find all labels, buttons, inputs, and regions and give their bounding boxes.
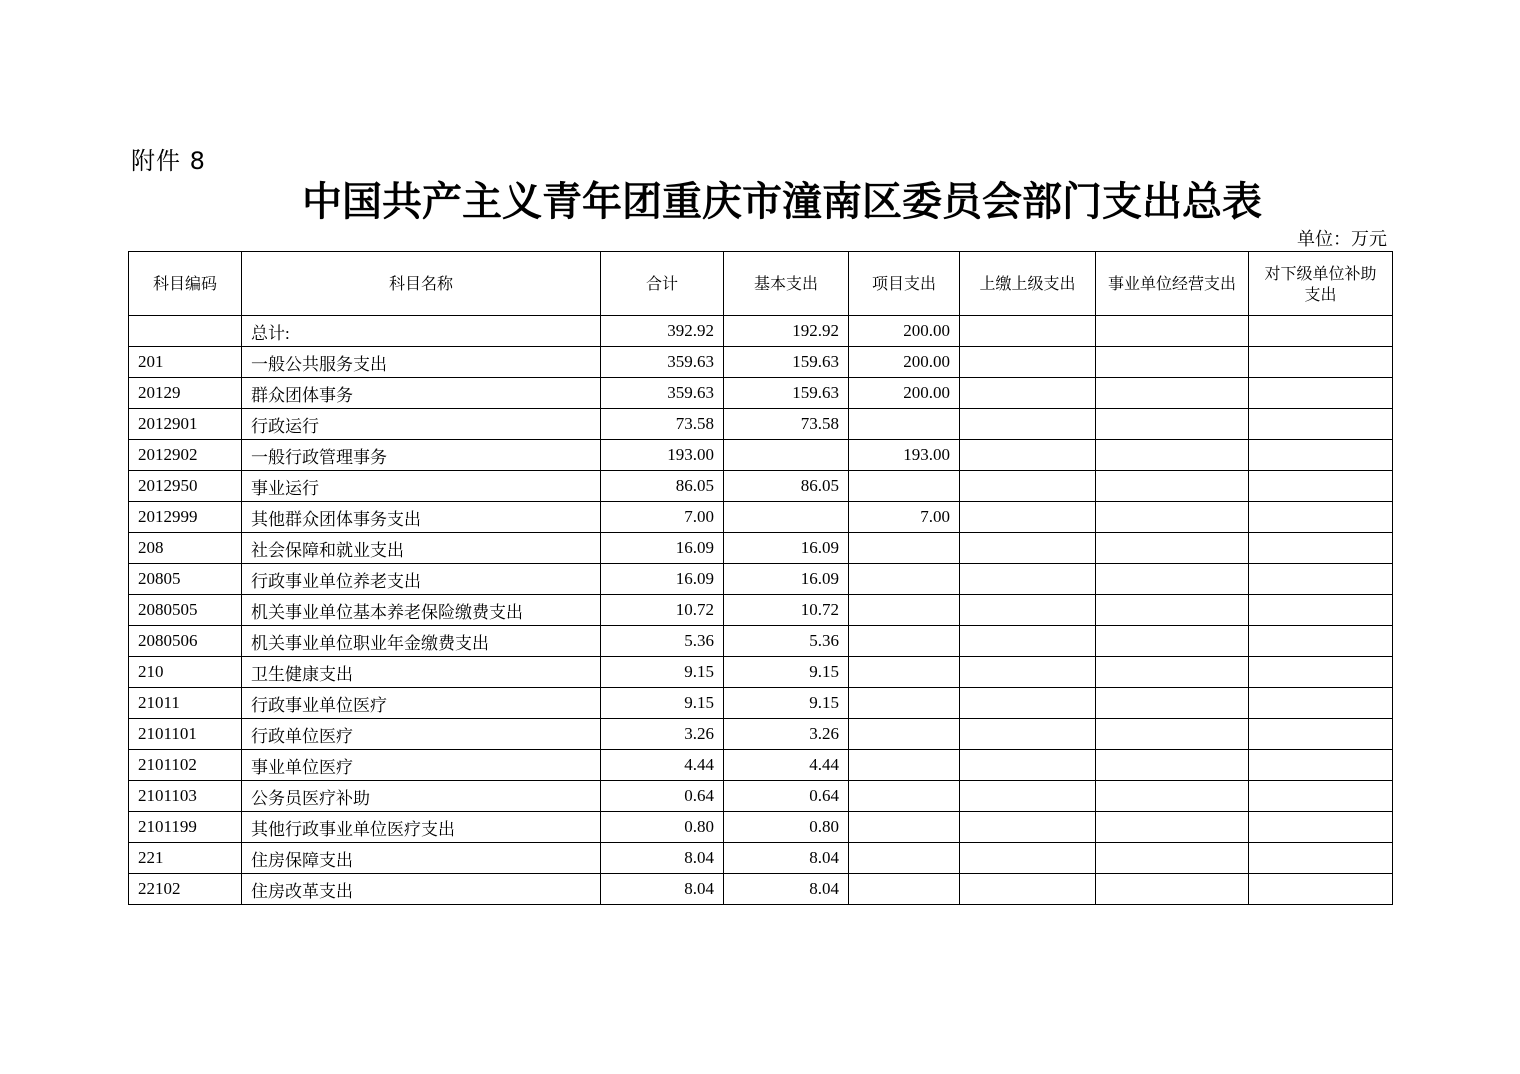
header-total: 合计 xyxy=(601,252,724,316)
cell-name: 其他行政事业单位医疗支出 xyxy=(242,812,601,843)
attachment-label: 附件 8 xyxy=(131,147,206,175)
cell-subsidy xyxy=(1249,564,1393,595)
cell-project xyxy=(849,781,960,812)
cell-project xyxy=(849,750,960,781)
cell-code: 2101102 xyxy=(129,750,242,781)
cell-basic: 86.05 xyxy=(724,471,849,502)
cell-subsidy xyxy=(1249,440,1393,471)
cell-project xyxy=(849,626,960,657)
cell-upper xyxy=(960,657,1096,688)
header-name: 科目名称 xyxy=(242,252,601,316)
header-code: 科目编码 xyxy=(129,252,242,316)
table-row xyxy=(129,595,1393,626)
cell-project xyxy=(849,719,960,750)
cell-subsidy xyxy=(1249,347,1393,378)
cell-code: 208 xyxy=(129,533,242,564)
cell-upper xyxy=(960,440,1096,471)
cell-project: 200.00 xyxy=(849,347,960,378)
cell-code: 2012901 xyxy=(129,409,242,440)
cell-subsidy xyxy=(1249,533,1393,564)
cell-upper xyxy=(960,409,1096,440)
cell-basic: 5.36 xyxy=(724,626,849,657)
cell-code: 2012950 xyxy=(129,471,242,502)
cell-upper xyxy=(960,378,1096,409)
cell-business xyxy=(1096,440,1249,471)
cell-basic xyxy=(724,440,849,471)
cell-basic: 0.64 xyxy=(724,781,849,812)
cell-name: 事业运行 xyxy=(242,471,601,502)
cell-basic: 73.58 xyxy=(724,409,849,440)
cell-upper xyxy=(960,347,1096,378)
table-row xyxy=(129,874,1393,905)
cell-code: 2012902 xyxy=(129,440,242,471)
cell-upper xyxy=(960,750,1096,781)
cell-subsidy xyxy=(1249,843,1393,874)
cell-name: 公务员医疗补助 xyxy=(242,781,601,812)
cell-name: 社会保障和就业支出 xyxy=(242,533,601,564)
cell-upper xyxy=(960,316,1096,347)
cell-basic xyxy=(724,502,849,533)
cell-upper xyxy=(960,595,1096,626)
header-upper: 上缴上级支出 xyxy=(960,252,1096,316)
cell-name: 机关事业单位基本养老保险缴费支出 xyxy=(242,595,601,626)
cell-subsidy xyxy=(1249,595,1393,626)
cell-subsidy xyxy=(1249,378,1393,409)
cell-basic: 9.15 xyxy=(724,688,849,719)
cell-total: 4.44 xyxy=(601,750,724,781)
cell-project xyxy=(849,595,960,626)
table-row xyxy=(129,316,1393,347)
cell-project: 200.00 xyxy=(849,316,960,347)
cell-basic: 4.44 xyxy=(724,750,849,781)
cell-business xyxy=(1096,750,1249,781)
cell-business xyxy=(1096,812,1249,843)
cell-name: 行政运行 xyxy=(242,409,601,440)
cell-subsidy xyxy=(1249,719,1393,750)
document-title: 中国共产主义青年团重庆市潼南区委员会部门支出总表 xyxy=(302,178,1262,225)
cell-code: 20805 xyxy=(129,564,242,595)
cell-subsidy xyxy=(1249,409,1393,440)
table-row xyxy=(129,533,1393,564)
cell-business xyxy=(1096,843,1249,874)
cell-basic: 159.63 xyxy=(724,347,849,378)
cell-basic: 3.26 xyxy=(724,719,849,750)
cell-name: 行政单位医疗 xyxy=(242,719,601,750)
cell-code: 2101101 xyxy=(129,719,242,750)
cell-subsidy xyxy=(1249,874,1393,905)
cell-code: 22102 xyxy=(129,874,242,905)
cell-project xyxy=(849,533,960,564)
cell-code: 201 xyxy=(129,347,242,378)
cell-total: 16.09 xyxy=(601,564,724,595)
cell-upper xyxy=(960,533,1096,564)
header-project: 项目支出 xyxy=(849,252,960,316)
cell-project xyxy=(849,657,960,688)
cell-name: 其他群众团体事务支出 xyxy=(242,502,601,533)
cell-basic: 10.72 xyxy=(724,595,849,626)
cell-upper xyxy=(960,471,1096,502)
table-row xyxy=(129,657,1393,688)
header-basic: 基本支出 xyxy=(724,252,849,316)
cell-upper xyxy=(960,564,1096,595)
cell-business xyxy=(1096,533,1249,564)
cell-business xyxy=(1096,688,1249,719)
cell-total: 73.58 xyxy=(601,409,724,440)
table-row xyxy=(129,626,1393,657)
table-row xyxy=(129,471,1393,502)
cell-upper xyxy=(960,781,1096,812)
cell-business xyxy=(1096,626,1249,657)
cell-basic: 16.09 xyxy=(724,564,849,595)
cell-total: 8.04 xyxy=(601,874,724,905)
cell-upper xyxy=(960,812,1096,843)
cell-upper xyxy=(960,874,1096,905)
cell-business xyxy=(1096,719,1249,750)
cell-business xyxy=(1096,595,1249,626)
table-row xyxy=(129,502,1393,533)
cell-business xyxy=(1096,316,1249,347)
cell-total: 359.63 xyxy=(601,378,724,409)
cell-total: 5.36 xyxy=(601,626,724,657)
cell-name: 事业单位医疗 xyxy=(242,750,601,781)
table-row xyxy=(129,843,1393,874)
cell-subsidy xyxy=(1249,626,1393,657)
cell-business xyxy=(1096,564,1249,595)
cell-name: 住房保障支出 xyxy=(242,843,601,874)
cell-business xyxy=(1096,781,1249,812)
unit-label: 单位：万元 xyxy=(1297,229,1387,250)
cell-project xyxy=(849,874,960,905)
cell-upper xyxy=(960,719,1096,750)
cell-basic: 0.80 xyxy=(724,812,849,843)
cell-code: 2080505 xyxy=(129,595,242,626)
cell-subsidy xyxy=(1249,781,1393,812)
cell-total: 0.64 xyxy=(601,781,724,812)
table-row xyxy=(129,440,1393,471)
cell-business xyxy=(1096,657,1249,688)
cell-business xyxy=(1096,874,1249,905)
cell-code: 2012999 xyxy=(129,502,242,533)
cell-name: 一般行政管理事务 xyxy=(242,440,601,471)
cell-subsidy xyxy=(1249,471,1393,502)
cell-basic: 16.09 xyxy=(724,533,849,564)
cell-total: 9.15 xyxy=(601,657,724,688)
cell-business xyxy=(1096,378,1249,409)
cell-project xyxy=(849,843,960,874)
cell-total: 10.72 xyxy=(601,595,724,626)
cell-name: 行政事业单位养老支出 xyxy=(242,564,601,595)
table-row xyxy=(129,719,1393,750)
cell-name: 群众团体事务 xyxy=(242,378,601,409)
cell-subsidy xyxy=(1249,657,1393,688)
cell-code: 20129 xyxy=(129,378,242,409)
cell-code xyxy=(129,316,242,347)
cell-name: 总计: xyxy=(242,316,601,347)
table-row xyxy=(129,781,1393,812)
table-row xyxy=(129,564,1393,595)
cell-project xyxy=(849,564,960,595)
cell-subsidy xyxy=(1249,688,1393,719)
table-row xyxy=(129,750,1393,781)
table-row xyxy=(129,812,1393,843)
cell-project: 7.00 xyxy=(849,502,960,533)
cell-upper xyxy=(960,688,1096,719)
cell-subsidy xyxy=(1249,316,1393,347)
cell-project xyxy=(849,812,960,843)
cell-name: 一般公共服务支出 xyxy=(242,347,601,378)
cell-code: 2101103 xyxy=(129,781,242,812)
cell-basic: 8.04 xyxy=(724,843,849,874)
cell-name: 行政事业单位医疗 xyxy=(242,688,601,719)
cell-business xyxy=(1096,502,1249,533)
table-row xyxy=(129,688,1393,719)
cell-upper xyxy=(960,502,1096,533)
header-row xyxy=(129,252,1393,316)
cell-project: 200.00 xyxy=(849,378,960,409)
table-row xyxy=(129,409,1393,440)
cell-business xyxy=(1096,347,1249,378)
expense-table xyxy=(128,251,1393,905)
table-row xyxy=(129,347,1393,378)
cell-basic: 9.15 xyxy=(724,657,849,688)
header-business: 事业单位经营支出 xyxy=(1096,252,1249,316)
cell-basic: 159.63 xyxy=(724,378,849,409)
cell-code: 2080506 xyxy=(129,626,242,657)
cell-business xyxy=(1096,409,1249,440)
table-row xyxy=(129,378,1393,409)
table-body xyxy=(129,316,1393,905)
cell-code: 221 xyxy=(129,843,242,874)
cell-total: 8.04 xyxy=(601,843,724,874)
cell-code: 2101199 xyxy=(129,812,242,843)
cell-total: 193.00 xyxy=(601,440,724,471)
cell-subsidy xyxy=(1249,502,1393,533)
cell-name: 机关事业单位职业年金缴费支出 xyxy=(242,626,601,657)
cell-project xyxy=(849,409,960,440)
cell-project xyxy=(849,688,960,719)
cell-total: 3.26 xyxy=(601,719,724,750)
cell-total: 7.00 xyxy=(601,502,724,533)
cell-total: 16.09 xyxy=(601,533,724,564)
cell-total: 392.92 xyxy=(601,316,724,347)
cell-basic: 8.04 xyxy=(724,874,849,905)
cell-code: 21011 xyxy=(129,688,242,719)
cell-total: 9.15 xyxy=(601,688,724,719)
cell-subsidy xyxy=(1249,750,1393,781)
cell-code: 210 xyxy=(129,657,242,688)
cell-total: 86.05 xyxy=(601,471,724,502)
cell-name: 住房改革支出 xyxy=(242,874,601,905)
cell-total: 359.63 xyxy=(601,347,724,378)
header-subsidy: 对下级单位补助支出 xyxy=(1249,252,1393,316)
cell-subsidy xyxy=(1249,812,1393,843)
table-header xyxy=(129,252,1393,316)
cell-total: 0.80 xyxy=(601,812,724,843)
cell-business xyxy=(1096,471,1249,502)
cell-upper xyxy=(960,843,1096,874)
cell-upper xyxy=(960,626,1096,657)
cell-name: 卫生健康支出 xyxy=(242,657,601,688)
cell-project: 193.00 xyxy=(849,440,960,471)
cell-project xyxy=(849,471,960,502)
cell-basic: 192.92 xyxy=(724,316,849,347)
